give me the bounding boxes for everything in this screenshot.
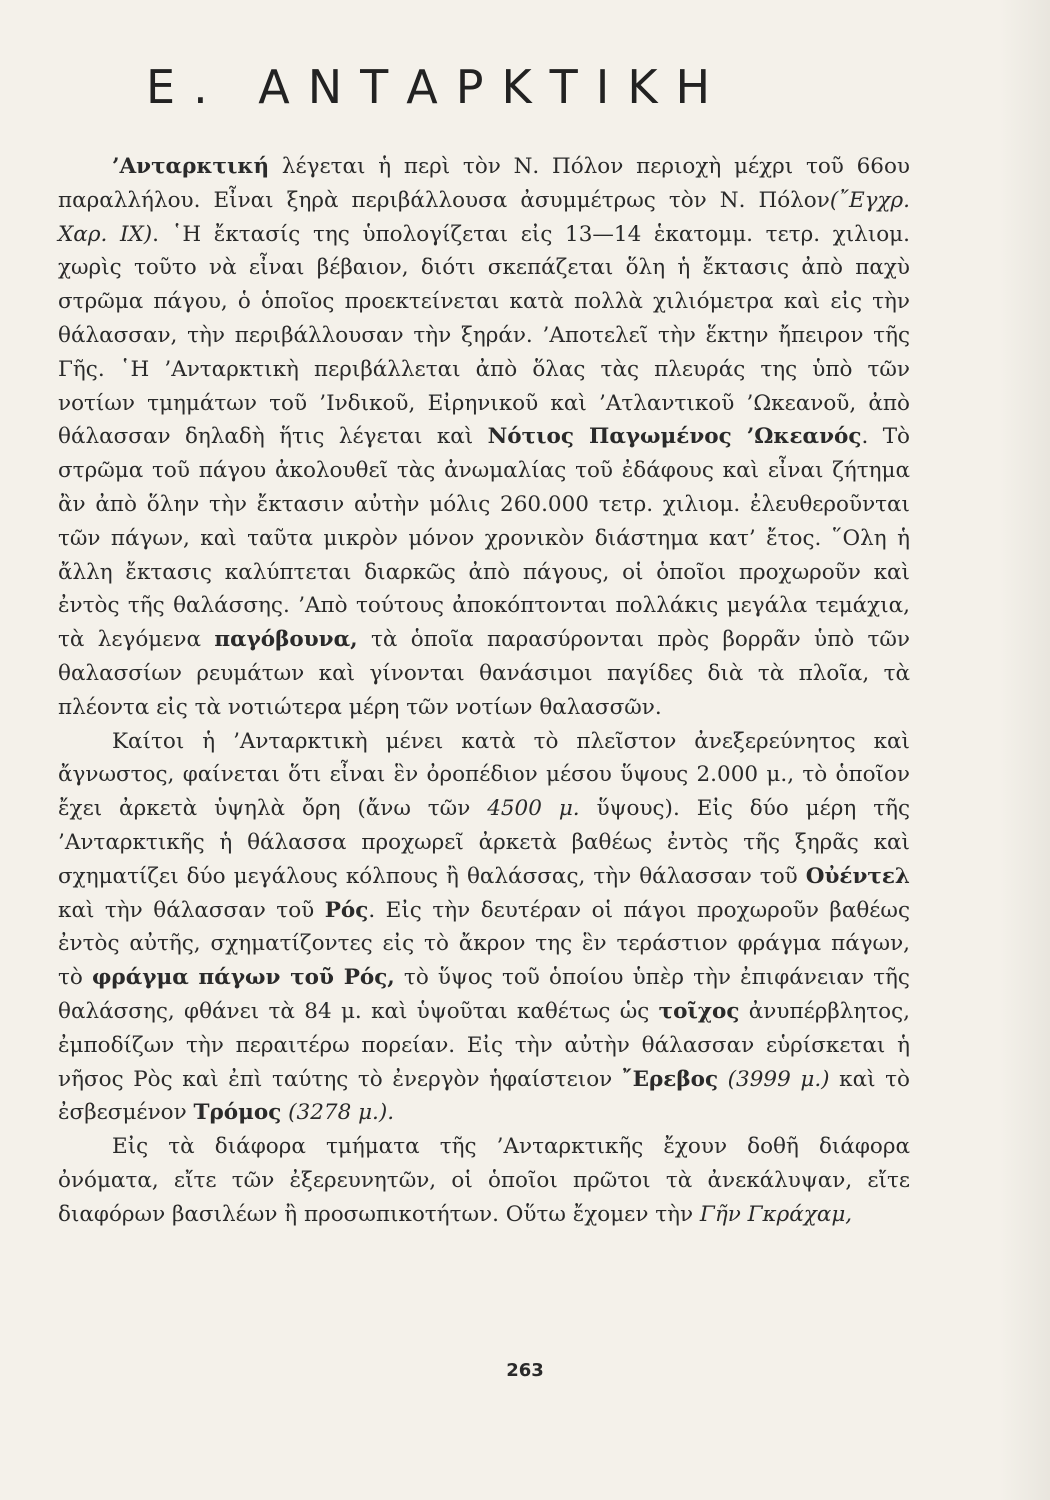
- term-weddell: Οὐέντελ: [805, 863, 910, 889]
- p3-text-1: Εἰς τὰ διάφορα τμήματα τῆς ’Ανταρκτικῆς ἔχουν δοθῆ διάφορα ὀνόματα, εἴτε τῶν ἐξερευνητῶν, οἱ ὁποῖοι πρῶτοι τὰ ἀνεκάλυψαν, εἴτε διαφόρων βασιλέων ἢ προσωπικοτήτων. Οὕτω ἔχομεν τὴν: [58, 1134, 910, 1227]
- term-erebus: ῎Ερεβος: [621, 1066, 719, 1092]
- page-number: 263: [506, 1360, 544, 1381]
- height-terror: (3278 μ.).: [281, 1100, 395, 1126]
- term-southern-ocean: Νότιος Παγωμένος ’Ωκεανός: [487, 424, 862, 450]
- term-ross-ice-barrier: φράγμα πάγων τοῦ Ρός,: [91, 965, 395, 991]
- term-antarctica: ’Ανταρκτική: [112, 154, 270, 179]
- term-terror: Τρόμος: [193, 1100, 282, 1126]
- height-4500: 4500 μ.: [487, 796, 580, 822]
- term-ross: Ρός: [324, 897, 369, 923]
- p1-text-2: λέγεται ἡ περὶ τὸν Ν. Πόλον περιοχὴ μέχρι τοῦ 66ου παραλλήλου. Εἶναι ξηρὰ περιβάλλουσα ἀσυμμέτρως τὸν Ν. Πόλον: [58, 154, 910, 213]
- page-edge-shadow: [1000, 0, 1050, 1500]
- term-graham-land: Γῆν Γκράχαμ,: [699, 1201, 853, 1227]
- p2-text-1: Καίτοι ἡ ’Ανταρκτικὴ μένει κατὰ τὸ πλεῖστον ἀνεξερεύνητος καὶ ἄγνωστος, φαίνεται ὅτι εἶναι ἓν ὀροπέδιον μέσου ὕψους 2.000 μ., τὸ ὁποῖον ἔχει ἀρκετὰ ὑψηλὰ ὄρη (ἄνω τῶν: [58, 728, 910, 822]
- p2-text-7: . Εἰς τὴν δευτέραν οἱ πάγοι προχωροῦν βαθέως ἐντὸς αὐτῆς, σχηματίζοντες εἰς τὸ ἄκρον της ἓν τεράστιον φράγμα πάγων, τὸ: [58, 897, 911, 991]
- term-icebergs: παγόβουνα,: [214, 627, 358, 653]
- p2-text-11: ἀνυπέρβλητος, ἐμποδίζων τὴν περαιτέρω πορείαν. Εἰς τὴν αὐτὴν θάλασσαν εὑρίσκεται ἡ νῆσος Ρὸς καὶ ἐπὶ ταύτης τὸ ἐνεργὸν ἡφαίστειον: [58, 998, 910, 1092]
- chapter-heading: Ε. ΑΝΤΑΡΚΤΙΚΗ: [146, 60, 729, 114]
- paragraph-1: [58, 150, 910, 725]
- p2-text-3: ὕψους). Εἰς δύο μέρη τῆς ’Ανταρκτικῆς ἡ θάλασσα προχωρεῖ ἀρκετὰ βαθέως ἐντὸς τῆς ξηρᾶς καὶ σχηματίζει δύο μεγάλους κόλπους ἢ θαλάσσας, τὴν θάλασσαν τοῦ: [58, 796, 911, 889]
- p2-text-9: τὸ ὕψος τοῦ ὁποίου ὑπὲρ τὴν ἐπιφάνειαν τῆς θαλάσσης, φθάνει τὰ 84 μ. καὶ ὑψοῦται καθέτως ὡς: [58, 965, 910, 1024]
- map-reference: (῎Εγχρ. Χαρ. ΙΧ): [58, 187, 910, 247]
- paragraph-3: [58, 1130, 910, 1231]
- p1-text-6: . Τὸ στρῶμα τοῦ πάγου ἀκολουθεῖ τὰς ἀνωμαλίας τοῦ ἐδάφους καὶ εἶναι ζήτημα ἂν ἀπὸ ὅλην τὴν ἔκτασιν αὐτὴν μόλις 260.000 τετρ. χιλιομ. ἐλευθεροῦνται τῶν πάγων, καὶ ταῦτα μικρὸν μόνον χρονικὸν διάστημα κατ’ ἔτος. ῞Ολη ἡ ἄλλη ἔκτασις καλύπτεται διαρκῶς ἀπὸ πάγους, οἱ ὁποῖοι προχωροῦν καὶ ἐντὸς τῆς θαλάσσης. ’Απὸ τούτους ἀποκόπτονται πολλάκις μεγάλα τεμάχια, τὰ λεγόμενα: [58, 424, 911, 653]
- p1-text-8: τὰ ὁποῖα παρασύρονται πρὸς βορρᾶν ὑπὸ τῶν θαλασσίων ρευμάτων καὶ γίνονται θανάσιμοι παγίδες διὰ τὰ πλοῖα, τὰ πλέοντα εἰς τὰ νοτιώτερα μέρη τῶν νοτίων θαλασσῶν.: [58, 627, 910, 720]
- height-erebus: (3999 μ.): [718, 1066, 830, 1092]
- paragraph-2: [58, 725, 910, 1131]
- term-wall: τοῖχος: [658, 998, 740, 1024]
- p1-text-4: . ῾Η ἔκτασίς της ὑπολογίζεται εἰς 13—14 ἑκατομμ. τετρ. χιλιομ. χωρὶς τοῦτο νὰ εἶναι βέβαιον, διότι σκεπάζεται ὅλη ἡ ἔκτασις ἀπὸ παχὺ στρῶμα πάγου, ὁ ὁποῖος προεκτείνεται κατὰ πολλὰ χιλιόμετρα καὶ εἰς τὴν θάλασσαν, τὴν περιβάλλουσαν τὴν ξηράν. ’Αποτελεῖ τὴν ἕκτην ἤπειρον τῆς Γῆς. ῾Η ’Ανταρκτικὴ περιβάλλεται ἀπὸ ὅλας τὰς πλευράς της ὑπὸ τῶν νοτίων τμημάτων τοῦ ’Ινδικοῦ, Εἰρηνικοῦ καὶ ’Ατλαντικοῦ ’Ωκεανοῦ, ἀπὸ θάλασσαν δηλαδὴ ἥτις λέγεται καὶ: [58, 221, 910, 450]
- p2-text-14: καὶ τὸ ἐσβεσμένον: [58, 1066, 910, 1126]
- p2-text-5: καὶ τὴν θάλασσαν τοῦ: [58, 897, 325, 923]
